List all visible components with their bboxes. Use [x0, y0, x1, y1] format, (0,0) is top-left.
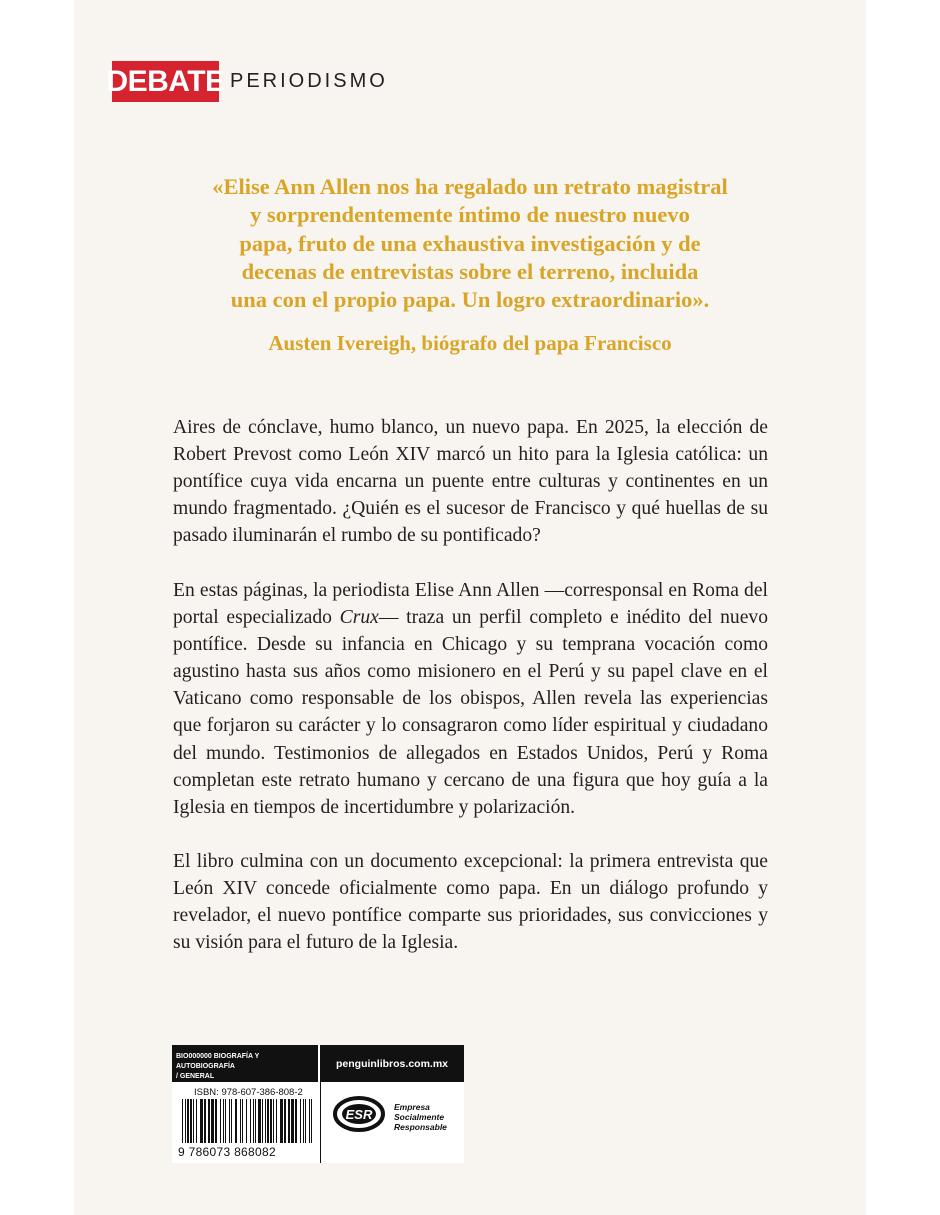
barcode-bar — [204, 1099, 206, 1143]
barcode-bar — [215, 1099, 217, 1143]
esr-line: Socialmente — [394, 1112, 445, 1122]
barcode-bar — [220, 1099, 221, 1143]
barcode-bar — [284, 1099, 286, 1143]
category-label — [172, 1045, 318, 1082]
barcode-bar — [265, 1099, 266, 1143]
synopsis-paragraph-1: Aires de cónclave, humo blanco, un nuevo papa. En 2025, la elección de Robert Prevost como León XIV marcó un hito para la Iglesia católica: un pontífice cuya vida encarna un puente entre culturas y continentes en un mundo fragmentado. ¿Quién es el sucesor de Francisco y qué huellas de su pasado iluminarán el rumbo de su pontificado? — [173, 417, 768, 547]
barcode-bar — [253, 1099, 254, 1143]
barcode-bar — [262, 1099, 263, 1143]
endorsement-quote — [140, 173, 800, 314]
esr-label — [394, 1102, 447, 1132]
barcode-bar — [276, 1099, 277, 1143]
barcode-bar — [309, 1099, 310, 1143]
barcode-bar — [258, 1099, 261, 1143]
barcode-bar — [223, 1099, 224, 1143]
esr-line: Empresa — [394, 1102, 430, 1112]
barcode-bar — [196, 1099, 197, 1143]
barcode-bar — [305, 1099, 306, 1143]
barcode-bar — [270, 1099, 272, 1143]
barcode-bar — [193, 1099, 194, 1143]
barcode-bar — [231, 1099, 232, 1143]
publisher-website: penguinlibros.com.mx — [320, 1045, 464, 1082]
category-line: / GENERAL — [176, 1073, 215, 1080]
barcode-bar — [211, 1099, 214, 1143]
quote-line: papa, fruto de una exhaustiva investigación y de — [239, 230, 701, 256]
barcode-bar — [255, 1099, 256, 1143]
barcode-bar — [250, 1099, 251, 1143]
barcode-bar — [182, 1099, 183, 1143]
barcode-bar — [242, 1099, 243, 1143]
quote-line: decenas de entrevistas sobre el terreno, incluida — [241, 258, 699, 284]
barcode-bar — [200, 1099, 203, 1143]
isbn-number: ISBN: 978-607-386-808-2 — [194, 1087, 303, 1098]
barcode-bar — [208, 1099, 210, 1143]
quote-line: una con el propio papa. Un logro extraordinario». — [230, 287, 710, 313]
barcode-bar — [190, 1099, 192, 1143]
paragraph-text: — traza un perfil completo e inédito del nuevo pontífice. Desde su infancia en Chicago y su temprana vocación como agustino hasta sus años como misionero en el Perú y su papel clave en el Vaticano como responsable de los obispos, Allen revela las experiencias que forjaron su carácter y lo consagraron como líder espiritual y ciudadano del mundo. Testimonios de allegados en Estados Unidos, Perú y Roma completan este retrato humano y cercano de una figura que hoy guía a la Iglesia en tiempos de incertidumbre y polarización. — [173, 607, 768, 818]
barcode-bar — [229, 1099, 230, 1143]
divider — [320, 1082, 321, 1163]
synopsis-paragraph-3: El libro culmina con un documento excepcional: la primera entrevista que León XIV concede oficialmente como papa. En un diálogo profundo y revelador, el nuevo pontífice comparte sus prioridades, sus convicciones y su visión para el futuro de la Iglesia. — [173, 851, 768, 954]
barcode-bar — [273, 1099, 274, 1143]
barcode — [178, 1099, 318, 1149]
quote-attribution: Austen Ivereigh, biógrafo del papa Francisco — [268, 331, 672, 355]
publication-name: Crux — [339, 607, 379, 629]
barcode-bar — [303, 1099, 304, 1143]
barcode-info-box — [172, 1045, 464, 1163]
barcode-bar — [311, 1099, 312, 1143]
quote-line: «Elise Ann Allen nos ha regalado un retrato magistral — [212, 174, 728, 199]
esr-logo-icon — [332, 1095, 386, 1133]
barcode-bar — [246, 1099, 247, 1143]
barcode-bar — [280, 1099, 283, 1143]
esr-line: Responsable — [394, 1122, 447, 1132]
publisher-logo-text: DEBATE — [106, 64, 225, 98]
barcode-bar — [225, 1099, 226, 1143]
barcode-bar — [288, 1099, 290, 1143]
barcode-digits: 9 786073 868082 — [178, 1145, 276, 1159]
publisher-logo — [106, 61, 225, 102]
barcode-bar — [185, 1099, 186, 1143]
paragraph-text: En estas páginas, la periodista Elise Ann Allen —corresponsal en Roma del portal especializado — [173, 580, 768, 629]
barcode-bar — [240, 1099, 241, 1143]
imprint-label: PERIODISMO — [230, 70, 388, 92]
barcode-bar — [300, 1099, 301, 1143]
esr-mark: ESR — [345, 1107, 373, 1122]
category-line: BIO000000 BIOGRAFÍA Y AUTOBIOGRAFÍA — [176, 1053, 260, 1070]
barcode-bar — [235, 1099, 237, 1143]
quote-line: y sorprendentemente íntimo de nuestro nuevo — [250, 202, 690, 228]
synopsis-paragraph-2 — [173, 577, 768, 821]
barcode-bar — [267, 1099, 269, 1143]
barcode-bar — [187, 1099, 189, 1143]
barcode-bar — [295, 1099, 297, 1143]
barcode-bar — [291, 1099, 294, 1143]
